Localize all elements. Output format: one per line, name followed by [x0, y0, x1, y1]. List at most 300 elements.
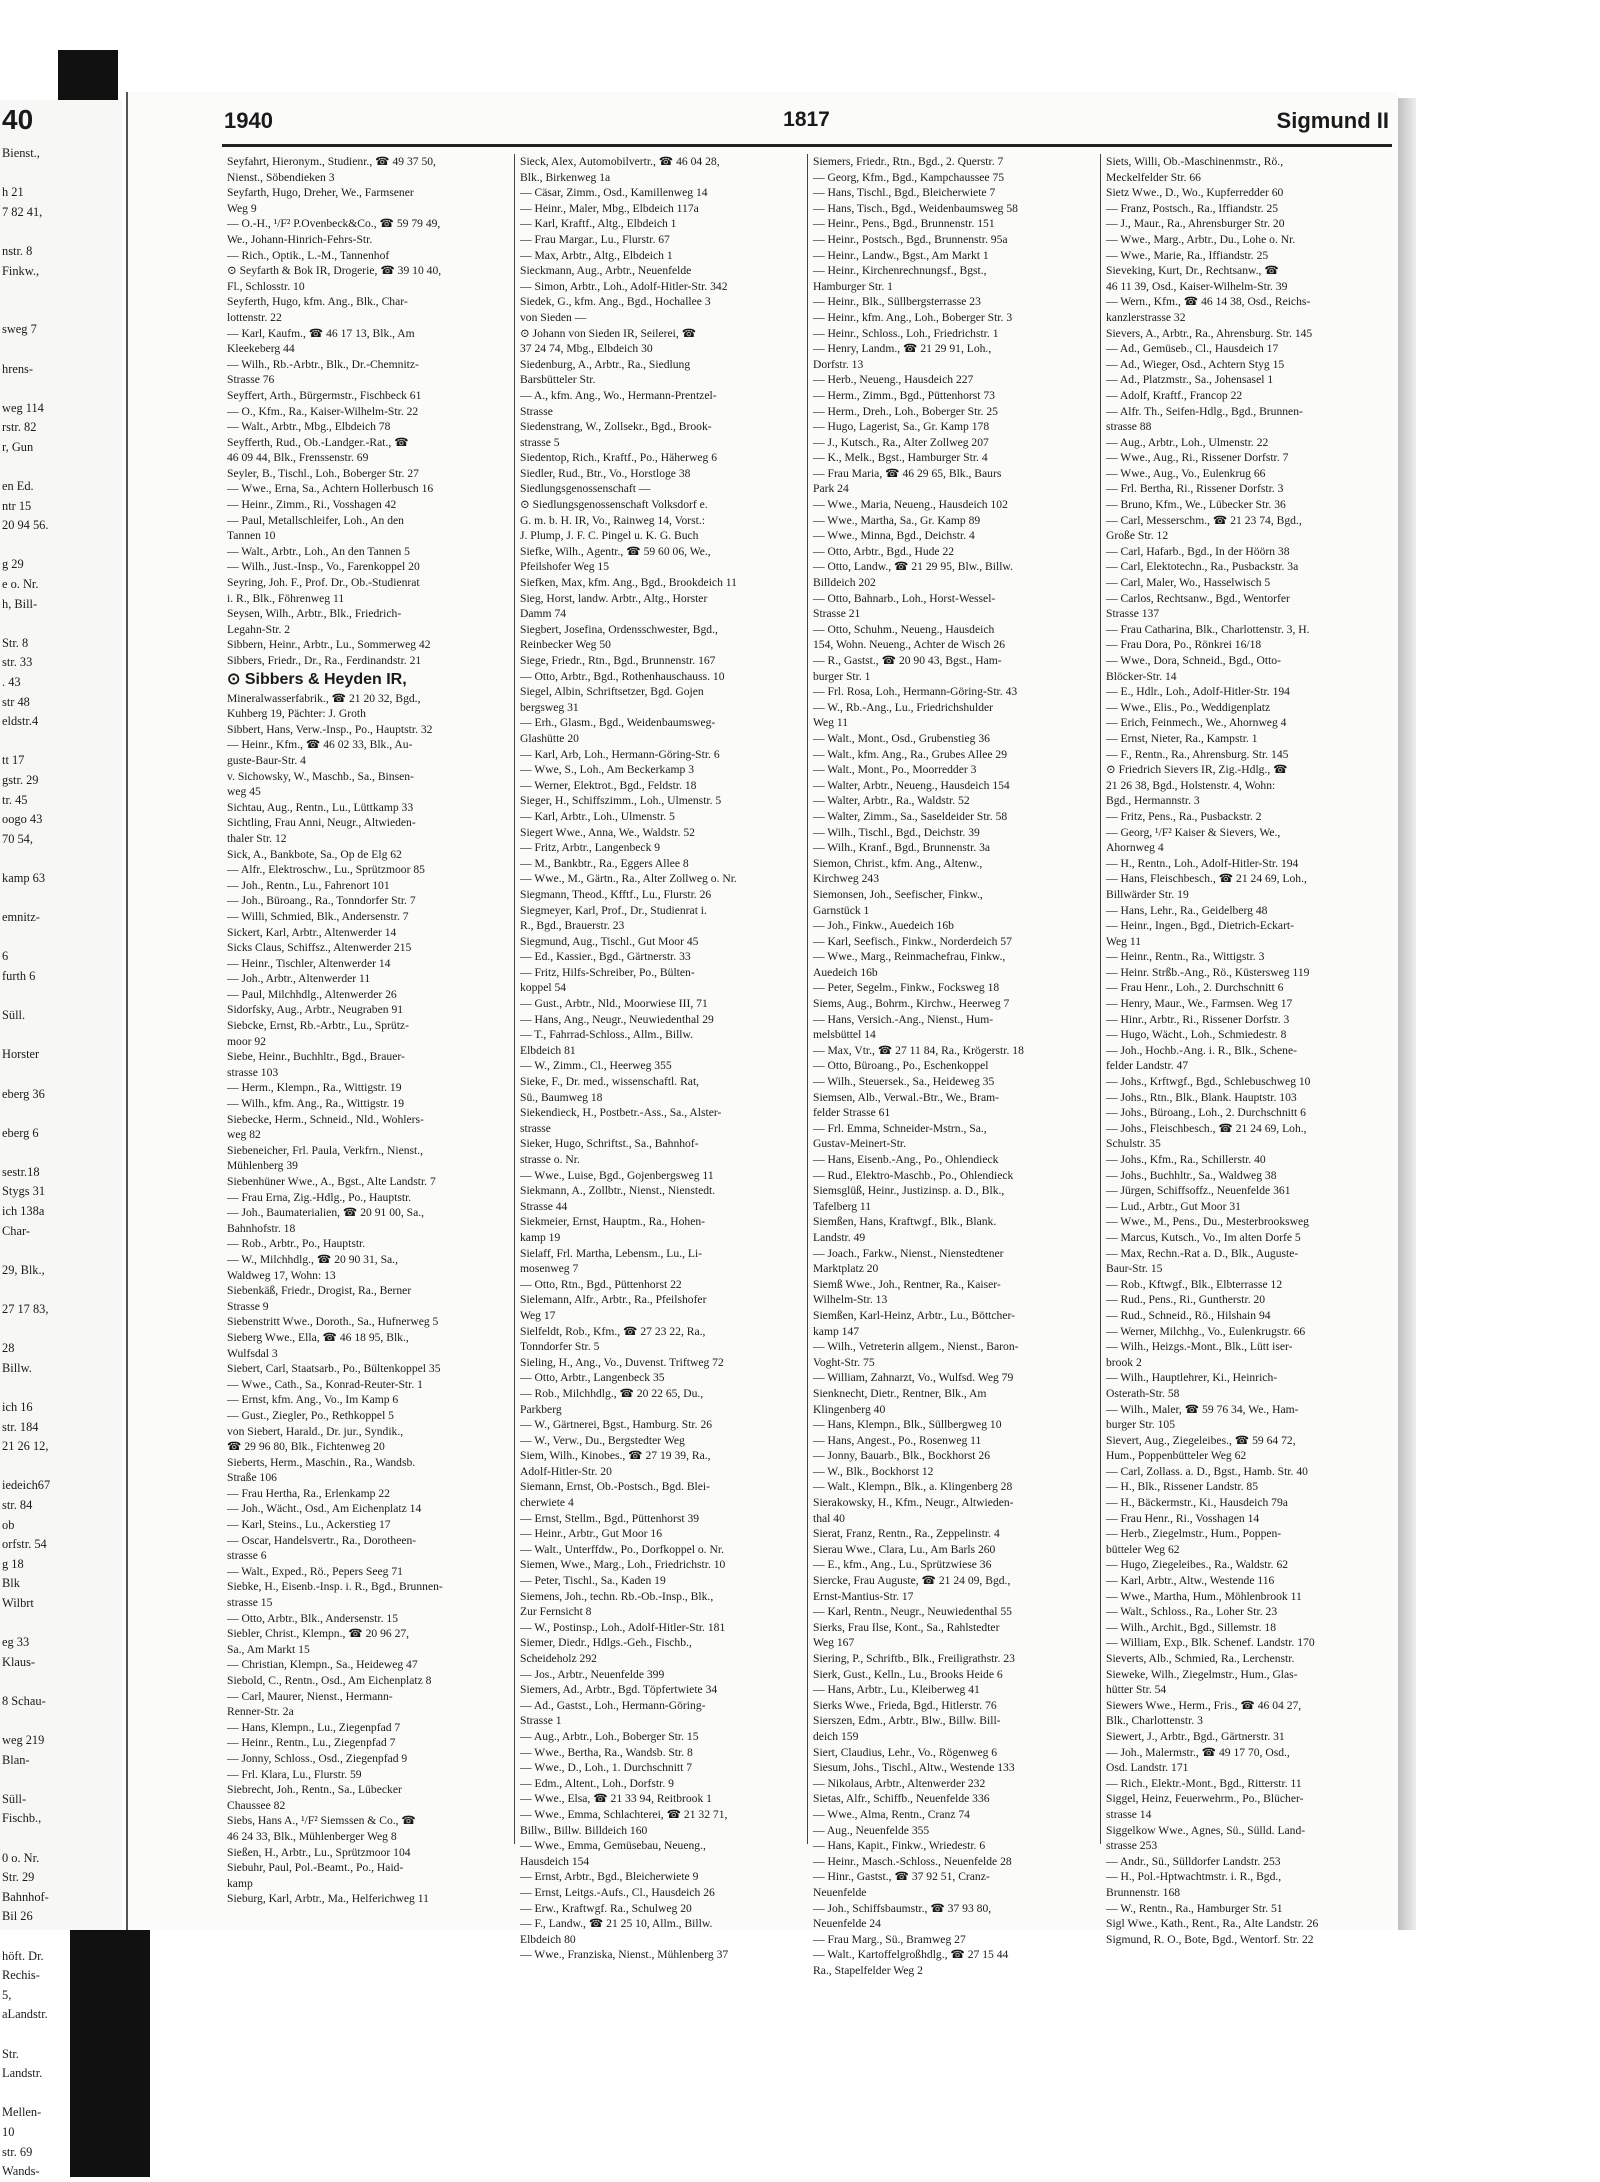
directory-entry: Strasse 76	[227, 373, 275, 387]
directory-entry: Strasse 44	[520, 1199, 568, 1213]
directory-entry: — Walter, Arbtr., Neueng., Hausdeich 154	[813, 778, 1010, 792]
directory-entry: — Frau Erna, Zig.-Hdlg., Po., Hauptstr.	[227, 1190, 412, 1204]
directory-entry: — Johs., Rtn., Blk., Blank. Hauptstr. 103	[1106, 1090, 1297, 1104]
directory-entry: Parkberg	[520, 1402, 562, 1416]
directory-entry: — W., Blk., Bockhorst 12	[813, 1464, 934, 1478]
fragment-line	[0, 340, 122, 360]
directory-entry: — Karl, Kaufm., ☎ 46 17 13, Blk., Am	[227, 326, 415, 340]
directory-entry: — Otto, Arbtr., Blk., Andersenstr. 15	[227, 1611, 399, 1625]
directory-entry: — Rob., Arbtr., Po., Hauptstr.	[227, 1237, 366, 1251]
directory-entry: — Hans, Kapit., Finkw., Wriedestr. 6	[813, 1839, 986, 1853]
fragment-line	[0, 1672, 122, 1692]
directory-entry: Osd. Landstr. 171	[1106, 1761, 1189, 1775]
directory-entry: — Frl. Bertha, Ri., Rissener Dorfstr. 3	[1106, 482, 1284, 496]
directory-entry: Siekmeier, Ernst, Hauptm., Ra., Hohen-	[520, 1215, 705, 1229]
directory-entry: — Nikolaus, Arbtr., Altenwerder 232	[813, 1776, 986, 1790]
directory-entry: Siebcke, Ernst, Rb.-Arbtr., Lu., Sprütz-	[227, 1019, 409, 1033]
directory-entry: — Wwe., M., Gärtn., Ra., Alter Zollweg o. Nr.	[520, 872, 737, 886]
directory-entry: Blöcker-Str. 14	[1106, 669, 1177, 683]
fragment-line: str. 69	[2, 2144, 33, 2159]
fragment-line	[0, 1712, 122, 1732]
directory-entry: — William, Exp., Blk. Schenef. Landstr. 170	[1106, 1636, 1315, 1650]
directory-entry: — Karl, Arbtr., Altw., Westende 116	[1106, 1574, 1275, 1588]
directory-entry: — Heinr., Kfm., ☎ 46 02 33, Blk., Au-	[227, 738, 413, 752]
fragment-line	[0, 1320, 122, 1340]
directory-entry: — W., Milchhdlg., ☎ 20 90 31, Sa.,	[227, 1252, 398, 1266]
directory-entry: — Herm., Dreh., Loh., Boberger Str. 25	[813, 404, 998, 418]
directory-entry: — Herb., Neueng., Hausdeich 227	[813, 373, 974, 387]
fragment-line: eberg 6	[2, 1125, 39, 1140]
fragment-line: Mellen-	[2, 2105, 42, 2120]
fragment-line	[0, 1104, 122, 1124]
directory-entry: Siemann, Ernst, Ob.-Postsch., Bgd. Blei-	[520, 1480, 711, 1494]
directory-entry: — M., Bankbtr., Ra., Eggers Allee 8	[520, 856, 689, 870]
directory-entry: Sieberg Wwe., Ella, ☎ 46 18 95, Blk.,	[227, 1330, 409, 1344]
directory-entry: Siedenburg, A., Arbtr., Ra., Siedlung	[520, 357, 691, 371]
directory-entry: — F., Landw., ☎ 21 25 10, Allm., Billw.	[520, 1917, 713, 1931]
directory-entry: — Walt., Arbtr., Mbg., Elbdeich 78	[227, 420, 391, 434]
fragment-line: Bil 26	[2, 1909, 33, 1924]
fragment-line: g 18	[2, 1556, 24, 1571]
directory-entry: Siegmann, Theod., Kfftf., Lu., Flurstr. 26	[520, 887, 712, 901]
directory-entry: — Walter, Zimm., Sa., Saseldeider Str. 58	[813, 809, 1008, 823]
directory-entry: — Wwe., Martha, Sa., Gr. Kamp 89	[813, 513, 981, 527]
fragment-line: 7 82 41,	[2, 204, 43, 219]
directory-entry: Siemsglüß, Heinr., Justizinsp. a. D., Blk.,	[813, 1184, 1005, 1198]
directory-entry: Siebold, C., Rentn., Osd., Am Eichenplatz 8	[227, 1674, 432, 1687]
directory-entry: Siebuhr, Paul, Pol.-Beamt., Po., Haid-	[227, 1861, 404, 1875]
directory-entry: — Edm., Altent., Loh., Dorfstr. 9	[520, 1776, 674, 1790]
directory-entry: — Otto, Landw., ☎ 21 29 95, Blw., Billw.	[813, 560, 1013, 574]
directory-entry: Siegbert, Josefina, Ordensschwester, Bgd.,	[520, 622, 718, 636]
fragment-line	[0, 458, 122, 478]
directory-entry: Siefke, Wilh., Agentr., ☎ 59 60 06, We.,	[520, 544, 711, 558]
directory-entry: strasse 6	[227, 1549, 267, 1563]
fragment-line: 10	[2, 2124, 15, 2139]
directory-entry: — Wilh., Archit., Bgd., Sillemstr. 18	[1106, 1620, 1277, 1634]
directory-entry: Wulfsdal 3	[227, 1346, 278, 1360]
directory-entry: 46 11 39, Osd., Kaiser-Wilhelm-Str. 39	[1106, 279, 1288, 293]
directory-entry: guste-Baur-Str. 4	[227, 753, 306, 767]
directory-entry: — Wwe., Franziska, Nienst., Mühlenberg 37	[520, 1948, 729, 1962]
directory-entry: deich 159	[813, 1729, 859, 1743]
directory-entry: strasse	[520, 1121, 551, 1135]
directory-entry: — Henry, Maur., We., Farmsen. Weg 17	[1106, 997, 1293, 1011]
directory-entry: — Erich, Feinmech., We., Ahornweg 4	[1106, 716, 1287, 730]
directory-entry: 46 24 33, Blk., Mühlenberger Weg 8	[227, 1829, 397, 1843]
directory-entry: — Karl, Steins., Lu., Ackerstieg 17	[227, 1518, 391, 1532]
fragment-line: str 48	[2, 694, 30, 709]
fragment-line: Bahnhof-	[2, 1889, 49, 1904]
directory-entry: Siebs, Hans A., ¹/F² Siemssen & Co., ☎	[227, 1814, 416, 1828]
directory-entry: — Gust., Arbtr., Nld., Moorwiese III, 71	[520, 997, 708, 1011]
directory-entry: — Heinr., Masch.-Schloss., Neuenfelde 28	[813, 1854, 1012, 1868]
directory-entry: — Joh., Hochb.-Ang. i. R., Blk., Schene-	[1106, 1043, 1297, 1057]
directory-entry: brook 2	[1106, 1355, 1142, 1369]
directory-entry: Seyfahrt, Hieronym., Studienr., ☎ 49 37 50,	[227, 155, 436, 168]
directory-entry: Brunnenstr. 168	[1106, 1885, 1181, 1899]
directory-entry: — Heinr., Tischler, Altenwerder 14	[227, 956, 391, 970]
directory-entry: — Wwe., Marg., Arbtr., Du., Lohe o. Nr.	[1106, 232, 1296, 246]
directory-entry: Siemsen, Alb., Verwal.-Btr., We., Bram-	[813, 1090, 1000, 1104]
directory-entry: — Wilh., Tischl., Bgd., Deichstr. 39	[813, 825, 980, 839]
directory-entry: Ahornweg 4	[1106, 841, 1164, 855]
directory-entry: Siebler, Christ., Klempn., ☎ 20 96 27,	[227, 1627, 410, 1641]
fragment-line: rstr. 82	[2, 420, 37, 435]
fragment-line: 27 17 83,	[2, 1302, 49, 1317]
directory-entry: — Wwe., Bertha, Ra., Wandsb. Str. 8	[520, 1745, 693, 1759]
directory-entry: Sierk, Gust., Kelln., Lu., Brooks Heide 6	[813, 1667, 1003, 1681]
fragment-line: Süll.	[2, 1008, 26, 1023]
directory-column-4	[1101, 154, 1394, 1946]
directory-column-1	[222, 154, 515, 1906]
directory-entry: Sievert, Aug., Ziegeleibes., ☎ 59 64 72,	[1106, 1433, 1296, 1447]
directory-entry: Osterath-Str. 58	[1106, 1386, 1180, 1400]
directory-entry: strasse 14	[1106, 1807, 1152, 1821]
page-header	[224, 108, 1389, 144]
directory-entry: — Karl, Arbtr., Loh., Ulmenstr. 5	[520, 809, 675, 823]
directory-entry: — Hans, Tischl., Bgd., Bleicherwiete 7	[813, 186, 996, 200]
directory-entry: — Max, Arbtr., Altg., Elbdeich 1	[520, 248, 673, 262]
fragment-line: Billw.	[2, 1360, 32, 1375]
directory-entry: Zur Fernsicht 8	[520, 1605, 592, 1619]
directory-entry: — Heinr., Postsch., Bgd., Brunnenstr. 95a	[813, 232, 1008, 246]
directory-entry: — Wwe., Aug., Ri., Rissener Dorfstr. 7	[1106, 451, 1289, 465]
directory-column-2	[515, 154, 808, 1962]
directory-entry: Strasse 137	[1106, 607, 1160, 621]
directory-entry: — Carl, Maler, Wo., Hasselwisch 5	[1106, 576, 1271, 590]
directory-entry: Damm 74	[520, 607, 567, 621]
directory-entry: — Aug., Neuenfelde 355	[813, 1823, 930, 1837]
directory-entry: Sievers, A., Arbtr., Ra., Ahrensburg. Str. 145	[1106, 326, 1313, 340]
directory-entry: Sichtau, Aug., Rentn., Lu., Lüttkamp 33	[227, 800, 414, 814]
directory-entry: kamp	[227, 1876, 253, 1890]
directory-entry: — Joh., Büroang., Ra., Tonndorfer Str. 7	[227, 894, 416, 908]
directory-entry: Waldweg 17, Wohn: 13	[227, 1268, 336, 1282]
directory-entry: — Joh., Wächt., Osd., Am Eichenplatz 14	[227, 1502, 422, 1516]
fragment-line: Horster	[2, 1047, 40, 1062]
directory-entry: Elbdeich 80	[520, 1932, 576, 1946]
directory-entry: — Frl. Emma, Schneider-Mstrn., Sa.,	[813, 1121, 987, 1135]
directory-entry: — Rud., Elektro-Maschb., Po., Ohlendieck	[813, 1168, 1014, 1182]
directory-entry: Sietas, Alfr., Schiffb., Neuenfelde 336	[813, 1792, 990, 1806]
fragment-line: Wands-	[2, 2164, 40, 2179]
directory-entry: — Herb., Ziegelmstr., Hum., Poppen-	[1106, 1527, 1282, 1541]
fragment-line	[0, 1927, 122, 1947]
directory-entry: — Georg, Kfm., Bgd., Kampchaussee 75	[813, 170, 1005, 184]
directory-entry: strasse o. Nr.	[520, 1153, 580, 1166]
directory-entry: Adolf-Hitler-Str. 20	[520, 1464, 612, 1478]
directory-entry: — Walt., kfm. Ang., Ra., Grubes Allee 29	[813, 747, 1007, 761]
directory-entry: — Ernst, Stellm., Bgd., Püttenhorst 39	[520, 1511, 700, 1525]
directory-entry: — Wwe., D., Loh., 1. Durchschnitt 7	[520, 1761, 693, 1775]
fragment-line: weg 114	[2, 400, 44, 415]
directory-entry: Glashütte 20	[520, 731, 579, 745]
directory-entry: Weg 11	[813, 716, 849, 730]
directory-entry: Nienst., Söbendieken 3	[227, 170, 335, 184]
directory-entry: — Gust., Ziegler, Po., Rethkoppel 5	[227, 1408, 394, 1422]
directory-entry: — Ad., Gastst., Loh., Hermann-Göring-	[520, 1698, 706, 1712]
directory-entry: Sierks Wwe., Frieda, Bgd., Hitlerstr. 76	[813, 1698, 997, 1712]
directory-entry: kamp 147	[813, 1324, 860, 1338]
fragment-line	[0, 1065, 122, 1085]
fragment-line: 20 94 56.	[2, 518, 49, 533]
fragment-line: eldstr.4	[2, 714, 39, 729]
directory-entry: Siert, Claudius, Lehr., Vo., Rögenweg 6	[813, 1745, 998, 1759]
directory-entry: burger Str. 1	[813, 669, 871, 683]
fragment-line	[0, 614, 122, 634]
directory-entry: — Walt., Schloss., Ra., Loher Str. 23	[1106, 1605, 1278, 1619]
directory-entry: — Lud., Arbtr., Gut Moor 31	[1106, 1199, 1241, 1213]
directory-entry: — Walt., Mont., Osd., Grubenstieg 36	[813, 731, 990, 745]
fragment-line: 29, Blk.,	[2, 1262, 45, 1277]
directory-entry: — Adolf, Kraftf., Francop 22	[1106, 388, 1243, 402]
directory-entry: — Wwe., Minna, Bgd., Deichstr. 4	[813, 529, 975, 543]
directory-entry: Siemen, Wwe., Marg., Loh., Friedrichstr. 10	[520, 1558, 726, 1572]
directory-entry: Elbdeich 81	[520, 1043, 576, 1057]
fragment-line: Stygs 31	[2, 1184, 46, 1199]
fragment-line: nstr. 8	[2, 243, 33, 258]
fragment-line: 6	[2, 949, 9, 964]
directory-entry: Siewert, J., Arbtr., Bgd., Gärtnerstr. 31	[1106, 1729, 1285, 1743]
directory-entry: Sielfeldt, Rob., Kfm., ☎ 27 23 22, Ra.,	[520, 1324, 706, 1338]
fragment-line	[0, 1143, 122, 1163]
directory-entry: — Hinr., Gastst., ☎ 37 92 51, Cranz-	[813, 1870, 990, 1884]
directory-entry: Chaussee 82	[227, 1798, 286, 1812]
fragment-line: Wilbrt	[2, 1595, 34, 1610]
directory-entry: Seyfarth, Hugo, Dreher, We., Farmsener	[227, 186, 414, 200]
directory-entry: kamp 19	[520, 1230, 561, 1244]
directory-entry: — W., Zimm., Cl., Heerweg 355	[520, 1059, 672, 1073]
directory-entry: — Heinr., kfm. Ang., Loh., Boberger Str. 3	[813, 310, 1013, 324]
fragment-line	[0, 301, 122, 321]
directory-entry: — Hugo, Lagerist, Sa., Gr. Kamp 178	[813, 420, 990, 434]
directory-entry: — Johs., Kfm., Ra., Schillerstr. 40	[1106, 1153, 1266, 1166]
directory-entry: Weg 9	[227, 201, 257, 215]
fragment-line: sestr.18	[2, 1164, 40, 1179]
directory-entry: — Hans, Tisch., Bgd., Weidenbaumsweg 58	[813, 201, 1018, 215]
directory-entry: — Hans, Eisenb.-Ang., Po., Ohlendieck	[813, 1153, 999, 1166]
directory-entry: Siegmeyer, Karl, Prof., Dr., Studienrat i.	[520, 903, 707, 917]
fragment-line	[0, 1770, 122, 1790]
directory-entry: — Frau Henr., Loh., 2. Durchschnitt 6	[1106, 981, 1284, 995]
directory-entry: — Karl, Rentn., Neugr., Neuwiedenthal 55	[813, 1605, 1012, 1619]
directory-entry: — Wwe., Marie, Ra., Iffiandstr. 25	[1106, 248, 1269, 262]
directory-entry: Sicks Claus, Schiffsz., Altenwerder 215	[227, 941, 412, 955]
directory-entry: Seysen, Wilh., Arbtr., Blk., Friedrich-	[227, 607, 402, 621]
directory-entry: — Walt., Exped., Rö., Pepers Seeg 71	[227, 1564, 403, 1578]
directory-entry: — Walt., Unterffdw., Po., Dorfkoppel o. Nr.	[520, 1542, 724, 1556]
fragment-line	[0, 849, 122, 869]
directory-entry: — Carl, Maurer, Nienst., Hermann-	[227, 1689, 393, 1703]
directory-entry: — Carl, Elektotechn., Ra., Pusbackstr. 3a	[1106, 560, 1299, 574]
directory-entry: — Wilh., Steuersek., Sa., Heideweg 35	[813, 1075, 995, 1089]
directory-entry: ⊙ Sibbers & Heyden IR,	[227, 670, 407, 688]
directory-entry: — Hans, Ang., Neugr., Neuwiedenthal 29	[520, 1012, 714, 1026]
fragment-line: eg 33	[2, 1635, 30, 1650]
directory-entry: ⊙ Johann von Sieden IR, Seilerei, ☎	[520, 326, 697, 340]
directory-entry: Legahn-Str. 2	[227, 622, 291, 636]
directory-entry: — Hans, Klempn., Lu., Ziegenpfad 7	[227, 1720, 401, 1734]
directory-entry: — Otto, Arbtr., Bgd., Rothenhauschauss. 10	[520, 669, 725, 683]
header-keyword: Sigmund II	[1276, 108, 1389, 133]
directory-entry: Sieg, Horst, landw. Arbtr., Altg., Horster	[520, 591, 708, 605]
directory-entry: 37 24 74, Mbg., Elbdeich 30	[520, 342, 653, 356]
directory-entry: Strasse 21	[813, 607, 861, 621]
directory-page	[126, 92, 1398, 1977]
directory-entry: Sielaff, Frl. Martha, Lebensm., Lu., Li-	[520, 1246, 703, 1260]
previous-page-fragment	[0, 100, 122, 2179]
directory-entry: — Wilh., Kranf., Bgd., Brunnenstr. 3a	[813, 841, 991, 855]
directory-entry: — Peter, Segelm., Finkw., Focksweg 18	[813, 981, 1000, 995]
directory-entry: — T., Fahrrad-Schloss., Allm., Billw.	[520, 1028, 694, 1042]
fragment-line	[0, 889, 122, 909]
directory-entry: Seyferth, Hugo, kfm. Ang., Blk., Char-	[227, 295, 408, 309]
directory-entry: — Wilh., Maler, ☎ 59 76 34, We., Ham-	[1106, 1402, 1299, 1416]
directory-entry: — Wilh., Just.-Insp., Vo., Farenkoppel 20	[227, 560, 420, 574]
directory-entry: — Paul, Metallschleifer, Loh., An den	[227, 513, 404, 527]
directory-entry: Siercke, Frau Auguste, ☎ 21 24 09, Bgd.,	[813, 1574, 1011, 1588]
directory-entry: Siggelkow Wwe., Agnes, Sü., Sülld. Land-	[1106, 1823, 1306, 1837]
directory-entry: Siedenstrang, W., Zollsekr., Bgd., Brook-	[520, 420, 712, 434]
directory-entry: Weg 11	[1106, 934, 1142, 948]
directory-entry: Kuhberg 19, Pächter: J. Groth	[227, 707, 366, 721]
directory-entry: — Frl. Klara, Lu., Flurstr. 59	[227, 1767, 362, 1781]
directory-entry: Siem, Wilh., Kinobes., ☎ 27 19 39, Ra.,	[520, 1449, 711, 1463]
directory-entry: Siems, Aug., Bohrm., Kirchw., Heerweg 7	[813, 997, 1010, 1011]
fragment-line	[0, 2025, 122, 2045]
directory-entry: — Otto, Büroang., Po., Eschenkoppel	[813, 1059, 989, 1073]
fragment-line: ob	[2, 1517, 15, 1532]
directory-entry: — W., Postinsp., Loh., Adolf-Hitler-Str. 181	[520, 1620, 726, 1634]
directory-entry: — Heinr., Landw., Bgst., Am Markt 1	[813, 248, 989, 262]
directory-entry: bütteler Weg 62	[1106, 1542, 1180, 1556]
directory-entry: — Wwe., Elis., Po., Weddigenplatz	[1106, 700, 1271, 714]
directory-entry: Scheideholz 292	[520, 1652, 597, 1665]
directory-entry: burger Str. 105	[1106, 1418, 1176, 1432]
directory-entry: — Heinr., Zimm., Ri., Vosshagen 42	[227, 498, 397, 512]
fragment-line: aLandstr.	[2, 2007, 48, 2022]
directory-entry: — Aug., Arbtr., Loh., Ulmenstr. 22	[1106, 435, 1269, 449]
directory-entry: lottenstr. 22	[227, 310, 282, 324]
fragment-line: Blk	[2, 1576, 20, 1591]
directory-entry: Baur-Str. 15	[1106, 1262, 1163, 1276]
fragment-line: Finkw.,	[2, 263, 40, 278]
fragment-line	[0, 1378, 122, 1398]
directory-entry: Weg 167	[813, 1636, 855, 1650]
directory-entry: i. R., Blk., Föhrenweg 11	[227, 591, 345, 605]
directory-entry: — Simon, Arbtr., Loh., Adolf-Hitler-Str. 342	[520, 279, 728, 293]
directory-entry: — Herm., Zimm., Bgd., Püttenhorst 73	[813, 388, 995, 402]
directory-entry: Sierakowsky, H., Kfm., Neugr., Altwieden-	[813, 1496, 1014, 1510]
directory-entry: Siebert, Carl, Staatsarb., Po., Bültenkoppel 35	[227, 1362, 441, 1376]
directory-entry: strasse 253	[1106, 1839, 1158, 1853]
previous-page-number: 40	[2, 104, 34, 135]
fragment-line: sweg 7	[2, 322, 37, 337]
directory-entry: Siemon, Christ., kfm. Ang., Altenw.,	[813, 856, 983, 870]
directory-entry: — Johs., Buchhltr., Sa., Waldweg 38	[1106, 1168, 1277, 1182]
scan-black-bar-top	[58, 50, 118, 102]
fragment-line: eberg 36	[2, 1086, 45, 1101]
directory-entry: Siemer, Diedr., Hdlgs.-Geh., Fischb.,	[520, 1636, 692, 1650]
directory-entry: Sierau Wwe., Clara, Lu., Am Barls 260	[813, 1542, 996, 1556]
directory-entry: — Rich., Optik., L.-M., Tannenhof	[227, 248, 390, 262]
fragment-line: Str.	[2, 2046, 19, 2061]
fragment-line: 5,	[2, 1987, 12, 2002]
directory-entry: — Wilh., Hauptlehrer, Ki., Heinrich-	[1106, 1371, 1278, 1385]
fragment-line: hrens-	[2, 361, 33, 376]
fragment-line: furth 6	[2, 968, 36, 983]
directory-entry: — W., Rb.-Ang., Lu., Friedrichshulder	[813, 700, 994, 714]
directory-entry: — Hans, Fleischbesch., ☎ 21 24 69, Loh.,	[1106, 872, 1307, 886]
directory-entry: — W., Verw., Du., Bergstedter Weg	[520, 1433, 685, 1447]
directory-entry: — K., Melk., Bgst., Hamburger Str. 4	[813, 451, 988, 465]
fragment-line: r, Gun	[2, 439, 34, 454]
directory-entry: Siemßen, Hans, Kraftwgf., Blk., Blank.	[813, 1215, 997, 1229]
directory-entry: Sidorfsky, Aug., Arbtr., Neugraben 91	[227, 1003, 404, 1017]
fragment-line: Bienst.,	[2, 146, 40, 160]
directory-entry: — Hans, Lehr., Ra., Geidelberg 48	[1106, 903, 1268, 917]
directory-entry: strasse 88	[1106, 420, 1152, 434]
fragment-line	[0, 1026, 122, 1046]
directory-entry: — Frau Marg., Sü., Bramweg 27	[813, 1932, 966, 1946]
directory-entry: Siebenhüner Wwe., A., Bgst., Alte Landstr. 7	[227, 1175, 436, 1188]
fragment-line: Fischb.,	[2, 1811, 42, 1826]
directory-entry: — Wilh., Rb.-Arbtr., Blk., Dr.-Chemnitz-	[227, 357, 419, 371]
directory-entry: Sibbers, Friedr., Dr., Ra., Ferdinandstr. 21	[227, 654, 422, 667]
directory-entry: — Ernst, kfm. Ang., Vo., Im Kamp 6	[227, 1393, 399, 1407]
directory-entry: — Alfr. Th., Seifen-Hdlg., Bgd., Brunnen-	[1106, 404, 1303, 418]
directory-entry: — H., Bäckermstr., Ki., Hausdeich 79a	[1106, 1496, 1288, 1510]
fragment-line: ich 16	[2, 1400, 33, 1414]
fragment-line: 0 o. Nr.	[2, 1850, 40, 1865]
directory-entry: — Hans, Angest., Po., Rosenweg 11	[813, 1433, 982, 1447]
directory-entry: Sieker, Hugo, Schriftst., Sa., Bahnhof-	[520, 1137, 699, 1151]
directory-entry: — Wilh., Heizgs.-Mont., Blk., Lütt iser-	[1106, 1340, 1293, 1354]
directory-entry: — Fritz, Pens., Ra., Pusbackstr. 2	[1106, 809, 1262, 823]
fragment-line: ich 138a	[2, 1204, 45, 1219]
directory-entry: Siering, P., Schriftb., Blk., Freiligrathstr. 23	[813, 1652, 1015, 1665]
directory-entry: R., Bgd., Brauerstr. 23	[520, 919, 625, 933]
directory-entry: strasse 5	[520, 435, 560, 449]
directory-entry: — Max, Vtr., ☎ 27 11 84, Ra., Krögerstr. 18	[813, 1043, 1024, 1057]
directory-entry: Tannen 10	[227, 529, 276, 543]
fragment-line: 70 54,	[2, 831, 33, 846]
directory-entry: Siemers, Friedr., Rtn., Bgd., 2. Querstr. 7	[813, 155, 1004, 168]
directory-entry: — Ernst, Leitgs.-Aufs., Cl., Hausdeich 26	[520, 1885, 715, 1899]
directory-entry: Mühlenberg 39	[227, 1159, 298, 1173]
directory-entry: von Siebert, Harald., Dr. jur., Syndik.,	[227, 1424, 404, 1438]
directory-entry: — A., kfm. Ang., Wo., Hermann-Prentzel-	[520, 388, 717, 402]
fragment-line: h, Bill-	[2, 596, 38, 611]
directory-entry: — William, Zahnarzt, Vo., Wulfsd. Weg 79	[813, 1371, 1014, 1385]
fragment-line	[0, 222, 122, 242]
directory-entry: — Wilh., Vetreterin allgem., Nienst., Baron-	[813, 1340, 1019, 1354]
directory-entry: Wilhelm-Str. 13	[813, 1293, 888, 1307]
directory-entry: — Christian, Klempn., Sa., Heideweg 47	[227, 1658, 418, 1672]
directory-entry: — Joach., Farkw., Nienst., Nienstedtener	[813, 1246, 1004, 1260]
fragment-line: tt 17	[2, 753, 25, 768]
directory-entry: — Wwe., Emma, Gemüsebau, Neueng.,	[520, 1839, 706, 1853]
directory-entry: thal 40	[813, 1511, 845, 1525]
directory-entry: Siemßen, Karl-Heinz, Arbtr., Lu., Böttcher-	[813, 1308, 1015, 1322]
directory-entry: Mineralwasserfabrik., ☎ 21 20 32, Bgd.,	[227, 691, 421, 705]
fragment-line: tr. 45	[2, 792, 28, 807]
directory-entry: — Jos., Arbtr., Neuenfelde 399	[520, 1667, 665, 1681]
directory-entry: felder Landstr. 47	[1106, 1059, 1189, 1073]
directory-entry: Seyler, B., Tischl., Loh., Boberger Str. 27	[227, 466, 419, 480]
fragment-line: str. 84	[2, 1497, 33, 1512]
